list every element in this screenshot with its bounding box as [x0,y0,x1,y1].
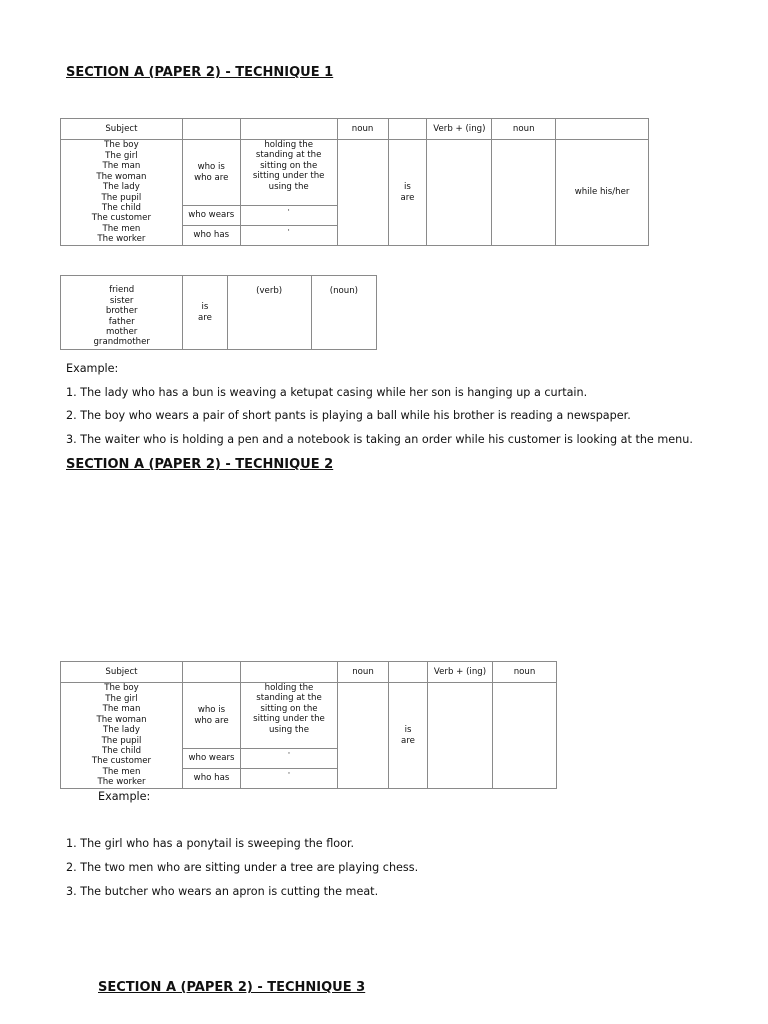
who-has-cell: who has [183,769,241,789]
header-verb-ing: Verb + (ing) [427,119,492,140]
header-empty [240,119,337,140]
example-sentence: 2. The two men who are sitting under a tree are playing chess. [66,861,419,874]
who-has-cell: who has [182,226,240,246]
example-sentence: 1. The girl who has a ponytail is sweeping the floor. [66,837,355,850]
noun-cell [493,683,557,789]
subject-list: The boy The girl The man The woman The lady The pupil The child The customer The men The worker [61,140,183,246]
who-wears-cell: who wears [182,206,240,226]
relation-list: friend sister brother father mother grandmother [61,276,183,350]
is-are-cell: is are [389,683,428,789]
while-cell: while his/her [556,140,649,246]
header-empty [556,119,649,140]
is-are-cell: is are [183,276,227,350]
technique3-heading: SECTION A (PAPER 2) - TECHNIQUE 3 [98,980,366,995]
technique1-heading: SECTION A (PAPER 2) - TECHNIQUE 1 [66,65,334,80]
technique2-table [60,661,557,789]
who-wears-cell: who wears [183,749,241,769]
example-sentence: 1. The lady who has a bun is weaving a ketupat casing while her son is hanging up a curtain. [66,386,588,399]
phrase-list: holding the standing at the sitting on the sitting under the using the [241,683,338,749]
header-noun: noun [337,119,388,140]
header-subject: Subject [61,119,183,140]
header-subject: Subject [61,662,183,683]
example-sentence: 3. The butcher who wears an apron is cutting the meat. [66,885,379,898]
dot-cell: · [240,226,337,246]
noun-cell [337,140,388,246]
example-label: Example: [98,790,151,803]
verb-cell [428,683,493,789]
header-verb-ing: Verb + (ing) [428,662,493,683]
verb-cell: (verb) [227,276,311,350]
noun-cell [492,140,556,246]
header-noun: noun [338,662,389,683]
header-empty [241,662,338,683]
technique1-table2 [60,275,377,350]
relative-pronoun: who is who are [182,140,240,206]
technique1-table [60,118,649,246]
header-empty [388,119,427,140]
dot-cell: · [241,769,338,789]
example-sentence: 3. The waiter who is holding a pen and a notebook is taking an order while his customer is looking at the menu. [66,433,693,446]
header-empty [182,119,240,140]
subject-list: The boy The girl The man The woman The lady The pupil The child The customer The men The worker [61,683,183,789]
header-noun: noun [492,119,556,140]
verb-cell [427,140,492,246]
phrase-list: holding the standing at the sitting on the sitting under the using the [240,140,337,206]
noun-cell [338,683,389,789]
is-are-cell: is are [388,140,427,246]
technique2-heading: SECTION A (PAPER 2) - TECHNIQUE 2 [66,457,334,472]
header-empty [389,662,428,683]
example-sentence: 2. The boy who wears a pair of short pants is playing a ball while his brother is reading a newspaper. [66,409,631,422]
header-noun: noun [493,662,557,683]
noun-cell: (noun) [311,276,376,350]
relative-pronoun: who is who are [183,683,241,749]
dot-cell: · [240,206,337,226]
header-empty [183,662,241,683]
example-label: Example: [66,362,119,375]
dot-cell: · [241,749,338,769]
